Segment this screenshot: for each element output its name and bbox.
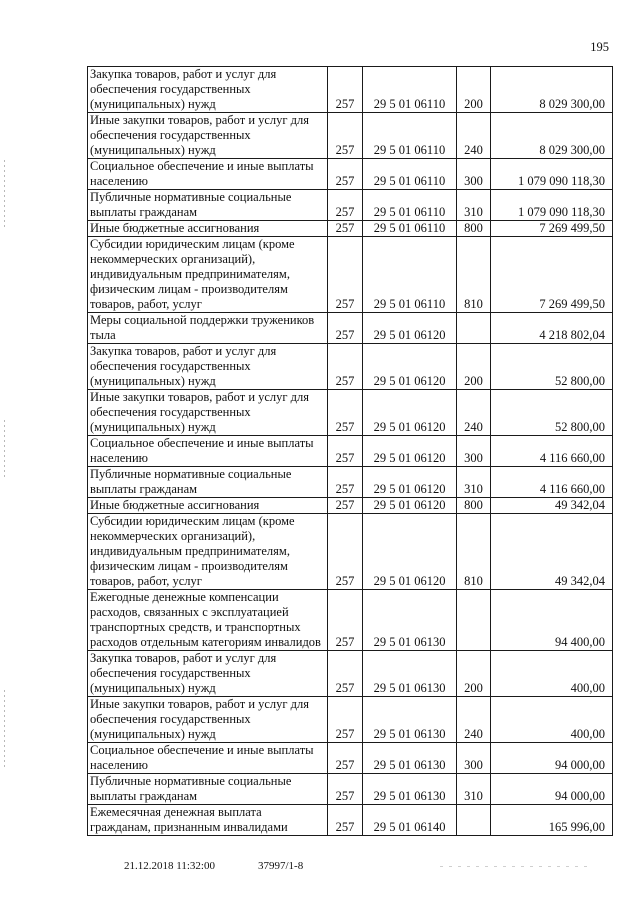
scan-artifact — [4, 690, 5, 770]
amount: 4 116 660,00 — [491, 436, 613, 467]
expense-type-code: 810 — [457, 514, 491, 590]
department-code: 257 — [328, 805, 363, 836]
table-row — [88, 697, 613, 743]
target-article-code: 29 5 01 06130 — [363, 651, 457, 697]
item-name: Иные бюджетные ассигнования — [88, 221, 328, 237]
department-code: 257 — [328, 743, 363, 774]
table-row — [88, 159, 613, 190]
amount: 52 800,00 — [491, 344, 613, 390]
amount: 8 029 300,00 — [491, 67, 613, 113]
table-row — [88, 113, 613, 159]
target-article-code: 29 5 01 06120 — [363, 498, 457, 514]
item-name: Социальное обеспечение и иные выплаты населению — [88, 743, 328, 774]
scan-artifact — [4, 160, 5, 230]
target-article-code: 29 5 01 06110 — [363, 67, 457, 113]
expense-type-code: 300 — [457, 436, 491, 467]
department-code: 257 — [328, 774, 363, 805]
amount: 49 342,04 — [491, 514, 613, 590]
expense-type-code: 800 — [457, 498, 491, 514]
table-row — [88, 436, 613, 467]
amount: 7 269 499,50 — [491, 221, 613, 237]
expense-type-code — [457, 590, 491, 651]
item-name: Ежемесячная денежная выплата гражданам, признанным инвалидами — [88, 805, 328, 836]
table-row — [88, 743, 613, 774]
amount: 165 996,00 — [491, 805, 613, 836]
amount: 400,00 — [491, 651, 613, 697]
target-article-code: 29 5 01 06110 — [363, 221, 457, 237]
expense-type-code: 240 — [457, 390, 491, 436]
item-name: Закупка товаров, работ и услуг для обеспечения государственных (муниципальных) нужд — [88, 344, 328, 390]
amount: 4 218 802,04 — [491, 313, 613, 344]
target-article-code: 29 5 01 06130 — [363, 743, 457, 774]
expense-type-code: 310 — [457, 774, 491, 805]
department-code: 257 — [328, 221, 363, 237]
footer-datetime: 21.12.2018 11:32:00 — [124, 860, 215, 872]
item-name: Социальное обеспечение и иные выплаты населению — [88, 436, 328, 467]
table-row — [88, 190, 613, 221]
department-code: 257 — [328, 390, 363, 436]
department-code: 257 — [328, 651, 363, 697]
department-code: 257 — [328, 237, 363, 313]
department-code: 257 — [328, 159, 363, 190]
amount: 49 342,04 — [491, 498, 613, 514]
expense-type-code: 310 — [457, 467, 491, 498]
item-name: Публичные нормативные социальные выплаты гражданам — [88, 190, 328, 221]
target-article-code: 29 5 01 06120 — [363, 514, 457, 590]
table-row — [88, 805, 613, 836]
footer-document-code: 37997/1-8 — [258, 860, 304, 872]
department-code: 257 — [328, 498, 363, 514]
target-article-code: 29 5 01 06120 — [363, 313, 457, 344]
table-row — [88, 467, 613, 498]
expense-type-code: 300 — [457, 159, 491, 190]
amount: 400,00 — [491, 697, 613, 743]
expense-type-code: 300 — [457, 743, 491, 774]
department-code: 257 — [328, 436, 363, 467]
expense-type-code: 200 — [457, 67, 491, 113]
item-name: Закупка товаров, работ и услуг для обеспечения государственных (муниципальных) нужд — [88, 651, 328, 697]
department-code: 257 — [328, 467, 363, 498]
amount: 94 000,00 — [491, 743, 613, 774]
department-code: 257 — [328, 590, 363, 651]
item-name: Публичные нормативные социальные выплаты гражданам — [88, 774, 328, 805]
scan-artifact — [440, 866, 590, 867]
table-row — [88, 221, 613, 237]
amount: 1 079 090 118,30 — [491, 159, 613, 190]
table-row — [88, 774, 613, 805]
amount: 94 400,00 — [491, 590, 613, 651]
department-code: 257 — [328, 697, 363, 743]
table-row — [88, 237, 613, 313]
target-article-code: 29 5 01 06110 — [363, 159, 457, 190]
department-code: 257 — [328, 190, 363, 221]
target-article-code: 29 5 01 06120 — [363, 390, 457, 436]
target-article-code: 29 5 01 06120 — [363, 436, 457, 467]
item-name: Иные бюджетные ассигнования — [88, 498, 328, 514]
amount: 52 800,00 — [491, 390, 613, 436]
item-name: Закупка товаров, работ и услуг для обеспечения государственных (муниципальных) нужд — [88, 67, 328, 113]
amount: 1 079 090 118,30 — [491, 190, 613, 221]
target-article-code: 29 5 01 06130 — [363, 774, 457, 805]
item-name: Иные закупки товаров, работ и услуг для обеспечения государственных (муниципальных) нужд — [88, 697, 328, 743]
scan-artifact — [4, 420, 5, 480]
table-row — [88, 651, 613, 697]
expense-type-code: 240 — [457, 697, 491, 743]
expense-type-code: 800 — [457, 221, 491, 237]
item-name: Иные закупки товаров, работ и услуг для обеспечения государственных (муниципальных) нужд — [88, 113, 328, 159]
department-code: 257 — [328, 514, 363, 590]
target-article-code: 29 5 01 06130 — [363, 697, 457, 743]
expense-type-code: 310 — [457, 190, 491, 221]
department-code: 257 — [328, 313, 363, 344]
page-number: 195 — [590, 40, 609, 54]
table-row — [88, 344, 613, 390]
item-name: Социальное обеспечение и иные выплаты населению — [88, 159, 328, 190]
target-article-code: 29 5 01 06120 — [363, 344, 457, 390]
target-article-code: 29 5 01 06110 — [363, 113, 457, 159]
table-row — [88, 67, 613, 113]
target-article-code: 29 5 01 06110 — [363, 190, 457, 221]
expense-type-code: 200 — [457, 344, 491, 390]
expense-type-code — [457, 313, 491, 344]
item-name: Иные закупки товаров, работ и услуг для обеспечения государственных (муниципальных) нужд — [88, 390, 328, 436]
item-name: Ежегодные денежные компенсации расходов, связанных с эксплуатацией транспортных средств, и транспортных расходов отдельным категориям инвалидов — [88, 590, 328, 651]
item-name: Субсидии юридическим лицам (кроме некоммерческих организаций), индивидуальным предпринимателям, физическим лицам - производителям товаров, работ, услуг — [88, 514, 328, 590]
expense-type-code: 810 — [457, 237, 491, 313]
amount: 4 116 660,00 — [491, 467, 613, 498]
target-article-code: 29 5 01 06140 — [363, 805, 457, 836]
table-row — [88, 498, 613, 514]
table-row — [88, 590, 613, 651]
expense-type-code — [457, 805, 491, 836]
target-article-code: 29 5 01 06110 — [363, 237, 457, 313]
table-row — [88, 514, 613, 590]
item-name: Публичные нормативные социальные выплаты гражданам — [88, 467, 328, 498]
table-row — [88, 313, 613, 344]
expense-type-code: 240 — [457, 113, 491, 159]
item-name: Субсидии юридическим лицам (кроме некоммерческих организаций), индивидуальным предпринимателям, физическим лицам - производителям товаров, работ, услуг — [88, 237, 328, 313]
target-article-code: 29 5 01 06120 — [363, 467, 457, 498]
table-body — [88, 67, 613, 836]
amount: 94 000,00 — [491, 774, 613, 805]
expense-type-code: 200 — [457, 651, 491, 697]
item-name: Меры социальной поддержки тружеников тыла — [88, 313, 328, 344]
budget-table — [87, 66, 613, 836]
target-article-code: 29 5 01 06130 — [363, 590, 457, 651]
department-code: 257 — [328, 67, 363, 113]
department-code: 257 — [328, 113, 363, 159]
department-code: 257 — [328, 344, 363, 390]
table-row — [88, 390, 613, 436]
amount: 8 029 300,00 — [491, 113, 613, 159]
amount: 7 269 499,50 — [491, 237, 613, 313]
